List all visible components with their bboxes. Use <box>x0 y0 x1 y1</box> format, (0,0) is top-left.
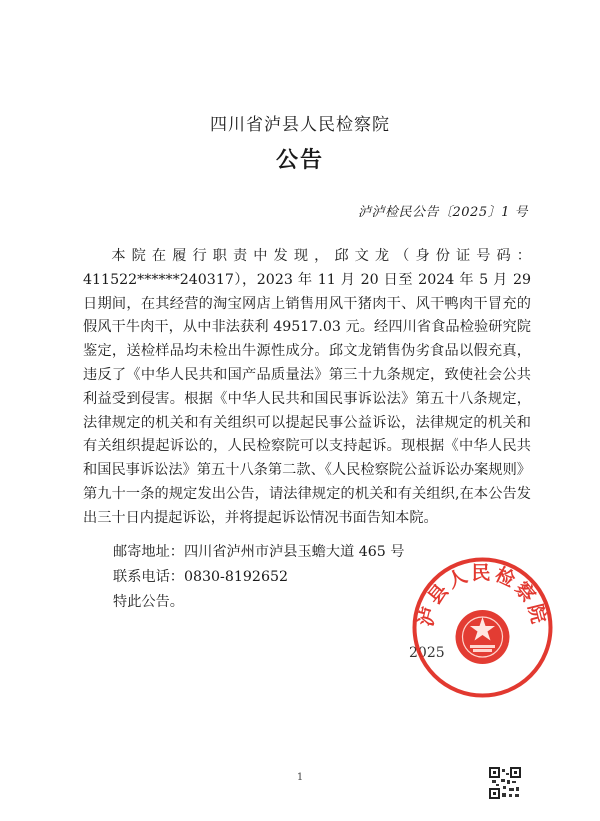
seal-text: 泸县人民检察院 <box>414 561 551 629</box>
announcement-body <box>83 245 531 531</box>
national-emblem-icon <box>456 610 510 664</box>
body-paragraph: 本院在履行职责中发现，邱文龙（身份证号码：411522******240317），2023 年 11 月 20 日至 2024 年 5 月 29 日期间，在其经营的淘宝网店上销售用风干猪肉干、风干鸭肉干冒充的假风干牛肉干，从中非法获利 49517.03 元。经四川省食品检验研究院鉴定，送检样品均未检出牛源性成分。邱文龙销售伪劣食品以假充真，违反了《中华人民共和国产品质量法》第三十九条规定，致使社会公共利益受到侵害。根据《中华人民共和国民事诉讼法》第五十八条规定，法律规定的机关和有关组织可以提起民事公益诉讼，法律规定的机关和有关组织提起诉讼的，人民检察院可以支持起诉。现根据《中华人民共和国民事诉讼法》第五十八条第二款、《人民检察院公益诉讼办案规则》第九十一条的规定发出公告，请法律规定的机关和有关组织,在本公告发出三十日内提起诉讼，并将提起诉讼情况书面告知本院。 <box>83 248 531 526</box>
contact-phone: 联系电话：0830-8192652 <box>113 569 289 585</box>
mailing-address: 邮寄地址：四川省泸州市泸县玉蟾大道 465 号 <box>113 544 405 560</box>
document-title: 公告 <box>275 147 324 173</box>
page-number: 1 <box>296 772 304 783</box>
document-number: 泸泸检民公告〔2025〕1 号 <box>358 205 528 220</box>
issue-date: 2025 <box>409 645 445 661</box>
closing-text: 特此公告。 <box>113 594 184 610</box>
qr-code-icon <box>489 767 521 799</box>
issuing-organization: 四川省泸县人民检察院 <box>210 115 390 135</box>
official-seal <box>410 555 555 700</box>
